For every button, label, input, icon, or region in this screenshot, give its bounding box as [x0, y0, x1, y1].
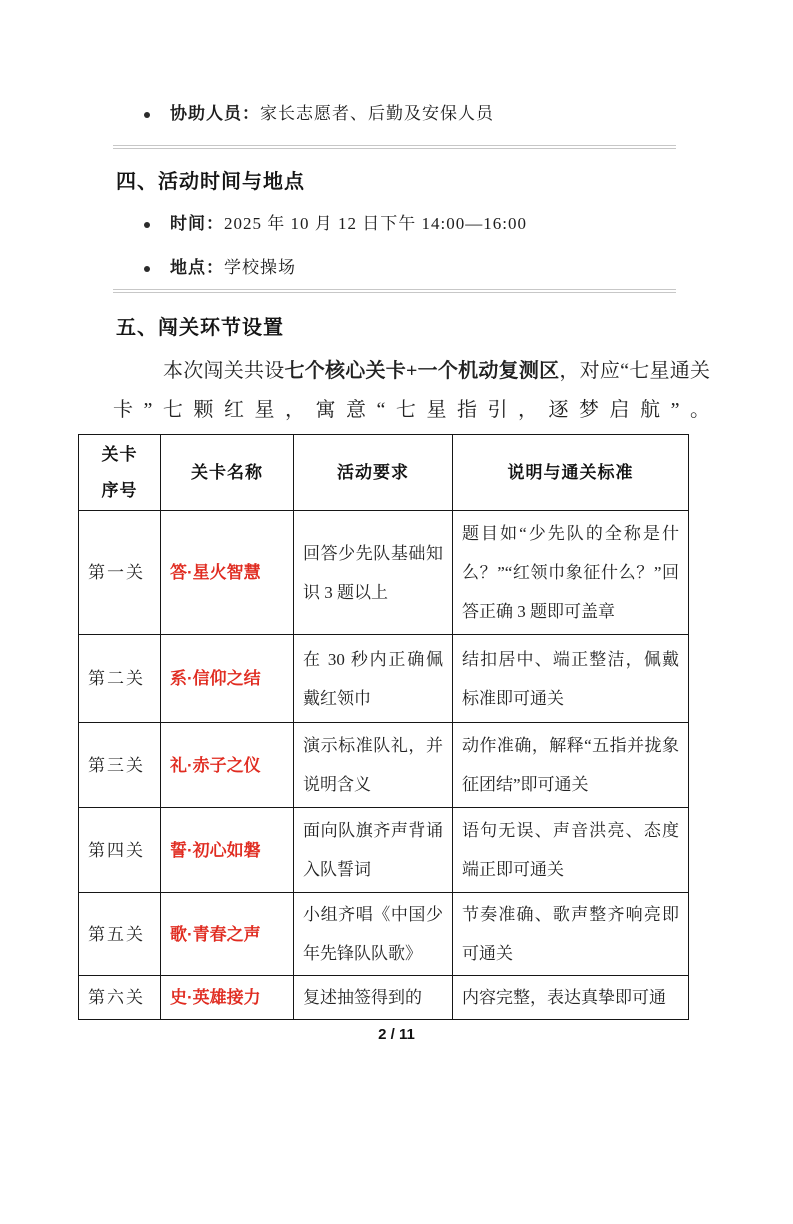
cell-standard: 节奏准确、歌声整齐响亮即可通关	[453, 893, 689, 976]
cell-requirement: 小组齐唱《中国少年先锋队队歌》	[294, 893, 453, 976]
table-row	[79, 976, 689, 1020]
cell-level-name: 誓·初心如磐	[161, 808, 294, 893]
cell-standard: 结扣居中、端正整洁，佩戴标准即可通关	[453, 635, 689, 723]
section-heading-levels: 五、闯关环节设置	[116, 317, 284, 339]
column-header-requirement: 活动要求	[294, 435, 453, 511]
paragraph-segment: 本次闯关共设	[163, 360, 285, 382]
bullet-label: 协助人员：	[170, 104, 260, 123]
cell-requirement: 复述抽签得到的	[294, 976, 453, 1020]
cell-level-name: 系·信仰之结	[161, 635, 294, 723]
cell-requirement: 面向队旗齐声背诵入队誓词	[294, 808, 453, 893]
bullet-item-place	[144, 256, 793, 280]
table-header-row	[79, 435, 689, 511]
table-row	[79, 511, 689, 635]
table-row	[79, 635, 689, 723]
document-page	[0, 102, 793, 1020]
bullet-text: 学校操场	[224, 258, 296, 277]
cell-level-no: 第三关	[79, 723, 161, 808]
bullet-icon	[144, 112, 150, 118]
cell-requirement: 在 30 秒内正确佩戴红领巾	[294, 635, 453, 723]
bullet-content	[170, 256, 296, 280]
cell-level-no: 第二关	[79, 635, 161, 723]
section-heading-time-place: 四、活动时间与地点	[116, 171, 305, 193]
cell-level-name: 礼·赤子之仪	[161, 723, 294, 808]
cell-level-no: 第四关	[79, 808, 161, 893]
cell-level-name: 答·星火智慧	[161, 511, 294, 635]
bullet-content	[170, 102, 494, 126]
paragraph-segment-bold: 七个核心关卡+一个机动复测区	[284, 360, 560, 382]
cell-level-no: 第六关	[79, 976, 161, 1020]
bullet-text: 2025 年 10 月 12 日下午 14:00—16:00	[224, 214, 527, 233]
cell-level-no: 第一关	[79, 511, 161, 635]
table-row	[79, 723, 689, 808]
table-row	[79, 893, 689, 976]
column-header-name: 关卡名称	[161, 435, 294, 511]
bullet-label: 时间：	[170, 214, 224, 233]
bullet-icon	[144, 266, 150, 272]
section-divider	[113, 145, 676, 149]
cell-level-name: 史·英雄接力	[161, 976, 294, 1020]
column-header-seq-line1: 关卡	[101, 444, 138, 464]
bullet-text: 家长志愿者、后勤及安保人员	[260, 104, 494, 123]
bullet-label: 地点：	[170, 258, 224, 277]
cell-requirement: 回答少先队基础知识 3 题以上	[294, 511, 453, 635]
cell-standard: 题目如“少先队的全称是什么？”“红领巾象征什么？”回答正确 3 题即可盖章	[453, 511, 689, 635]
bullet-content	[170, 212, 527, 236]
paragraph-segment: ，对应“七星通关卡”七颗红星，寓意“七星指引，逐梦启航”。	[113, 360, 710, 421]
table-row	[79, 808, 689, 893]
intro-paragraph	[113, 352, 710, 430]
column-header-seq-line2: 序号	[101, 480, 138, 500]
page-number: 2 / 11	[378, 1026, 415, 1043]
cell-level-no: 第五关	[79, 893, 161, 976]
section-divider	[113, 289, 676, 293]
column-header-standard: 说明与通关标准	[453, 435, 689, 511]
cell-standard: 内容完整，表达真挚即可通	[453, 976, 689, 1020]
bullet-icon	[144, 222, 150, 228]
column-header-seq	[79, 435, 161, 511]
cell-standard: 语句无误、声音洪亮、态度端正即可通关	[453, 808, 689, 893]
bullet-item-time	[144, 212, 793, 236]
cell-requirement: 演示标准队礼，并说明含义	[294, 723, 453, 808]
levels-table	[78, 434, 689, 1020]
cell-level-name: 歌·青春之声	[161, 893, 294, 976]
bullet-item-helpers	[144, 102, 793, 126]
cell-standard: 动作准确，解释“五指并拢象征团结”即可通关	[453, 723, 689, 808]
